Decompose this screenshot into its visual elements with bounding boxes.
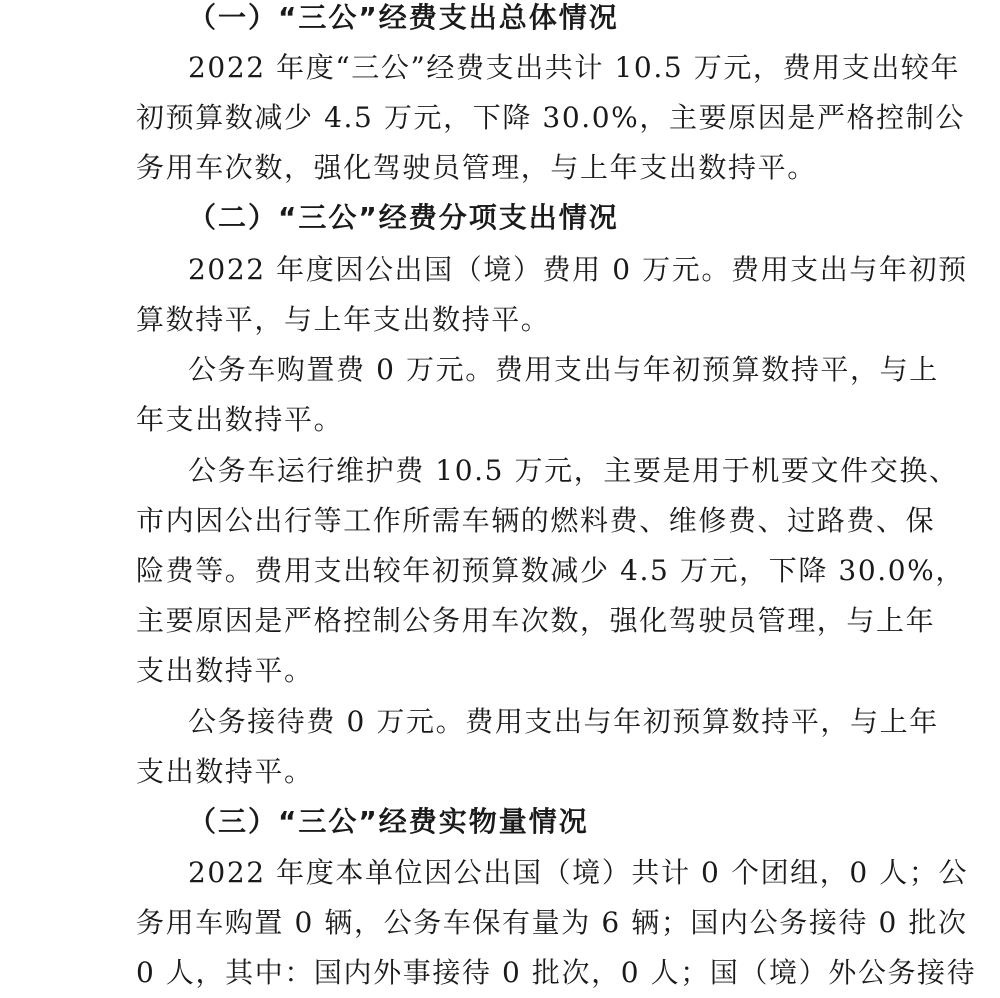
paragraph-line: 公务车运行维护费 10.5 万元，主要是用于机要文件交换、 [188, 454, 959, 487]
paragraph-line: 务用车购置 0 辆，公务车保有量为 6 辆；国内公务接待 0 批次 [136, 906, 968, 939]
section-heading-overall: （一）“三公”经费支出总体情况 [188, 1, 619, 34]
paragraph-line: 2022 年度因公出国（境）费用 0 万元。费用支出与年初预 [188, 253, 968, 286]
paragraph-line: 公务接待费 0 万元。费用支出与年初预算数持平，与上年 [188, 705, 939, 738]
paragraph-line: 0 人，其中：国内外事接待 0 批次，0 人；国（境）外公务接待 [136, 956, 977, 989]
paragraph-line: 支出数持平。 [136, 755, 314, 788]
paragraph-line: 务用车次数，强化驾驶员管理，与上年支出数持平。 [136, 151, 817, 184]
paragraph-line: 算数持平，与上年支出数持平。 [136, 303, 551, 336]
paragraph-line: 主要原因是严格控制公务用车次数，强化驾驶员管理，与上年 [136, 604, 936, 637]
section-heading-physical: （三）“三公”经费实物量情况 [188, 805, 589, 838]
paragraph-line: 年支出数持平。 [136, 403, 344, 436]
paragraph-line: 2022 年度“三公”经费支出共计 10.5 万元，费用支出较年 [188, 51, 961, 84]
section-heading-itemized: （二）“三公”经费分项支出情况 [188, 201, 619, 234]
paragraph-line: 支出数持平。 [136, 654, 314, 687]
paragraph-line: 2022 年度本单位因公出国（境）共计 0 个团组，0 人；公 [188, 856, 969, 889]
paragraph-line: 公务车购置费 0 万元。费用支出与年初预算数持平，与上 [188, 353, 939, 386]
paragraph-line: 市内因公出行等工作所需车辆的燃料费、维修费、过路费、保 [136, 504, 936, 537]
paragraph-line: 初预算数减少 4.5 万元，下降 30.0%，主要原因是严格控制公 [136, 101, 965, 134]
paragraph-line: 险费等。费用支出较年初预算数减少 4.5 万元，下降 30.0%， [136, 554, 965, 587]
